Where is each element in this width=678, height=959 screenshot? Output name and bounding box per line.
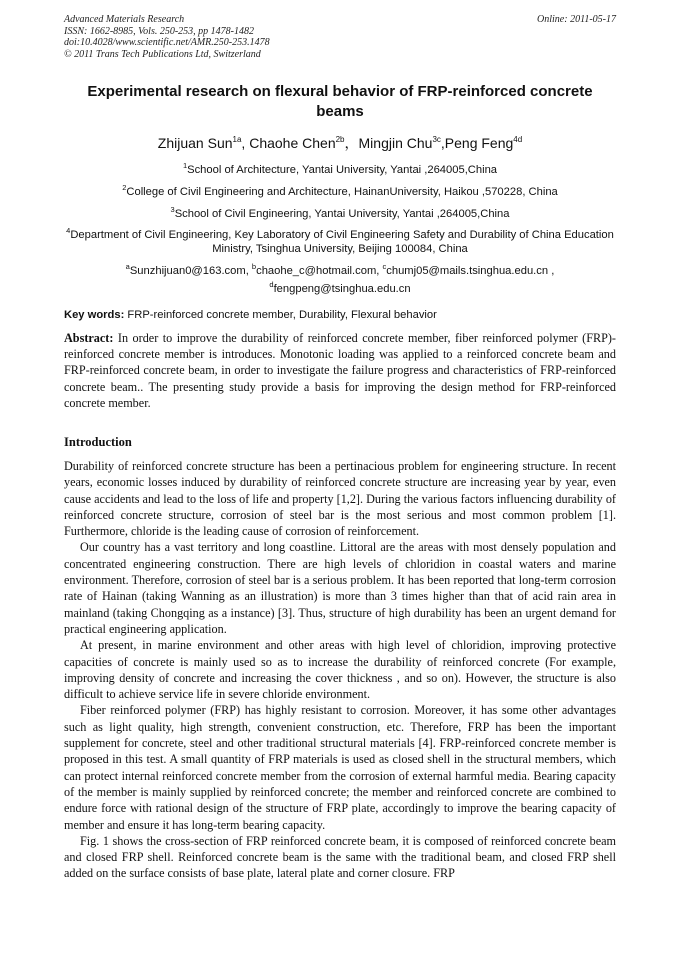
- journal-header: [64, 14, 616, 60]
- journal-name: Advanced Materials Research: [64, 14, 185, 25]
- journal-copyright: © 2011 Trans Tech Publications Ltd, Switzerland: [64, 48, 261, 60]
- paragraph: Fiber reinforced polymer (FRP) has highly resistant to corrosion. Moreover, it has some other advantages such as light quality, high strength, convenient construction, etc. Therefore, FRP has been the important supplement for concrete, steel and other traditional structural materials [4]. FRP-reinforced concrete member is proposed in this test. A small quantity of FRP materials is used as closed shell in the structural members, which can protect internal reinforced concrete member from the corrosion of external harmful media. Bearing capacity of the member is mainly supplied by reinforced concrete; the member and reinforced concrete are combined to endure force with rational design of the structure of FRP plate, accordingly to improve the bearing capacity of member and ensure it has long-term bearing capacity.: [64, 703, 616, 832]
- affiliation-text: School of Civil Engineering, Yantai University, Yantai ,264005,China: [174, 208, 510, 220]
- abstract: [64, 330, 616, 411]
- affiliation-text: Department of Civil Engineering, Key Laboratory of Civil Engineering Safety and Durability of China Education Ministry, Tsinghua University, Beijing 100084, China: [70, 229, 614, 255]
- paragraph: Durability of reinforced concrete structure has been a pertinacious problem for engineering structure. In recent years, economic losses induced by durability of reinforced concrete structure are increasing year by year, even cause accidents and lead to the loss of life and property [1,2]. During the various factors influencing durability of reinforced concrete structure, corrosion of steel bar is the most serious and most common problem [1]. Furthermore, chloride is the leading cause of corrosion of reinforcement.: [64, 459, 616, 539]
- author-name: Zhijuan Sun: [157, 135, 233, 151]
- author-separator: ,: [440, 135, 445, 151]
- email-address[interactable]: fengpeng@tsinghua.edu.cn: [273, 283, 411, 295]
- paragraph: Our country has a vast territory and long coastline. Littoral are the areas with most densely population and concentrated engineering construction. There are high levels of chloridion in coastal waters and marine environment. Therefore, corrosion of steel bar is a serious problem. It has been reported that long-term corrosion rate of Hainan (taking Wanning as an illustration) is more than 3 times higher than that of acid rain area in mainland (taking Chongqing as a instance) [3]. Thus, structure of high durability has been an urgent demand for practical engineering application.: [64, 540, 616, 636]
- affiliation-superscript: 4: [66, 226, 71, 235]
- author-name: Mingjin Chu: [358, 135, 433, 151]
- author-superscript: 1a: [232, 135, 242, 144]
- paper-title: Experimental research on flexural behavior of FRP-reinforced concrete beams: [87, 83, 593, 120]
- journal-issn: ISSN: 1662-8985, Vols. 250-253, pp 1478-1482: [64, 25, 254, 37]
- email-address[interactable]: chumj05@mails.tsinghua.edu.cn ,: [386, 265, 555, 277]
- author-superscript: 3c: [432, 135, 441, 144]
- email-superscript: a: [125, 262, 130, 271]
- affiliation-superscript: 3: [170, 205, 175, 214]
- email-address[interactable]: chaohe_c@hotmail.com,: [256, 265, 383, 277]
- affiliation: [64, 203, 616, 221]
- keywords-text: FRP-reinforced concrete member, Durability, Flexural behavior: [124, 309, 437, 321]
- paragraph: Fig. 1 shows the cross-section of FRP reinforced concrete beam, it is composed of reinforced concrete beam and closed FRP shell. Reinforced concrete beam is the same with the traditional beam, and closed FRP shell added on the surface consists of base plate, lateral plate and corner closure. FRP: [64, 833, 616, 881]
- author-list: [64, 131, 616, 152]
- author-name: Peng Feng: [444, 135, 514, 151]
- email-superscript: d: [269, 280, 274, 289]
- affiliation: [64, 159, 616, 177]
- affiliation-text: College of Civil Engineering and Architecture, HainanUniversity, Haikou ,570228, China: [126, 186, 558, 198]
- affiliation: [64, 224, 616, 256]
- body-text: [64, 458, 616, 882]
- affiliation-superscript: 2: [122, 183, 127, 192]
- abstract-label: Abstract:: [64, 331, 114, 345]
- keywords-label: Key words:: [64, 309, 125, 321]
- affiliation: [64, 181, 616, 199]
- author-superscript: 2b: [335, 135, 345, 144]
- email-address[interactable]: Sunzhijuan0@163.com,: [129, 265, 252, 277]
- affiliation-text: School of Architecture, Yantai University, Yantai ,264005,China: [187, 164, 498, 176]
- online-date: Online: 2011-05-17: [537, 14, 616, 25]
- author-superscript: 4d: [513, 135, 523, 144]
- email-list: [64, 260, 616, 296]
- author-name: Chaohe Chen: [249, 135, 336, 151]
- section-heading: Introduction: [64, 435, 132, 449]
- author-separator: ,: [241, 135, 250, 151]
- email-superscript: c: [382, 262, 387, 271]
- author-separator: ，: [344, 135, 359, 151]
- affiliation-superscript: 1: [182, 161, 188, 170]
- abstract-text: In order to improve the durability of reinforced concrete member, fiber reinforced polymer (FRP)-reinforced concrete member is introduces. Monotonic loading was applied to a reinforced concrete beam and FRP-reinforced concrete beam, in order to investigate the failure progress and characteristics of FRP-reinforced concrete beam.. The presenting study provide a basis for improving the design method for FRP-reinforced concrete member.: [64, 331, 616, 410]
- journal-doi: doi:10.4028/www.scientific.net/AMR.250-253.1478: [64, 37, 270, 48]
- paragraph: At present, in marine environment and other areas with high level of chloridion, improving protective capacities of concrete is mainly used so as to increase the durability of reinforced concrete (For example, improving density of concrete and increasing the cover thickness , and so on). However, the structure is also difficult to achieve service life in severe chloride environment.: [64, 638, 616, 702]
- email-superscript: b: [251, 262, 257, 271]
- keywords: [64, 308, 616, 322]
